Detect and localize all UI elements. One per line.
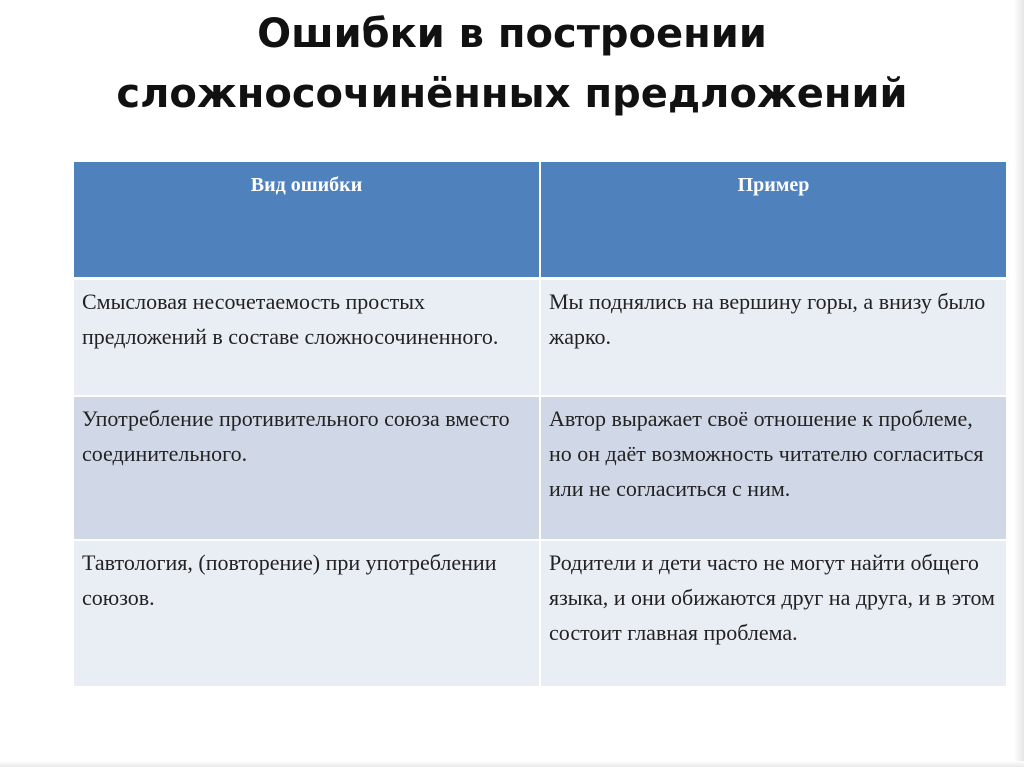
table-row	[74, 396, 1006, 540]
slide-title-line-2: сложносочинённых предложений	[116, 71, 908, 117]
cell-error-type: Тавтология, (повторение) при употреблении союзов.	[74, 540, 540, 686]
slide-title-line-1: Ошибки в построении	[257, 11, 767, 57]
header-error-type: Вид ошибки	[74, 162, 540, 278]
table-row	[74, 540, 1006, 686]
cell-error-type: Смысловая несочетаемость простых предложений в составе сложносочиненного.	[74, 278, 540, 396]
table-header-row	[74, 162, 1006, 278]
table-row	[74, 278, 1006, 396]
cell-example: Родители и дети часто не могут найти общего языка, и они обижаются друг на друга, и в этом состоит главная проблема.	[540, 540, 1006, 686]
errors-table	[74, 162, 1006, 686]
header-example: Пример	[540, 162, 1006, 278]
slide-title	[0, 4, 1024, 124]
slide-bottom-edge-shadow	[0, 761, 1024, 767]
cell-error-type: Употребление противительного союза вместо соединительного.	[74, 396, 540, 540]
cell-example: Мы поднялись на вершину горы, а внизу было жарко.	[540, 278, 1006, 396]
cell-example: Автор выражает своё отношение к проблеме, но он даёт возможность читателю согласиться или не согласиться с ним.	[540, 396, 1006, 540]
